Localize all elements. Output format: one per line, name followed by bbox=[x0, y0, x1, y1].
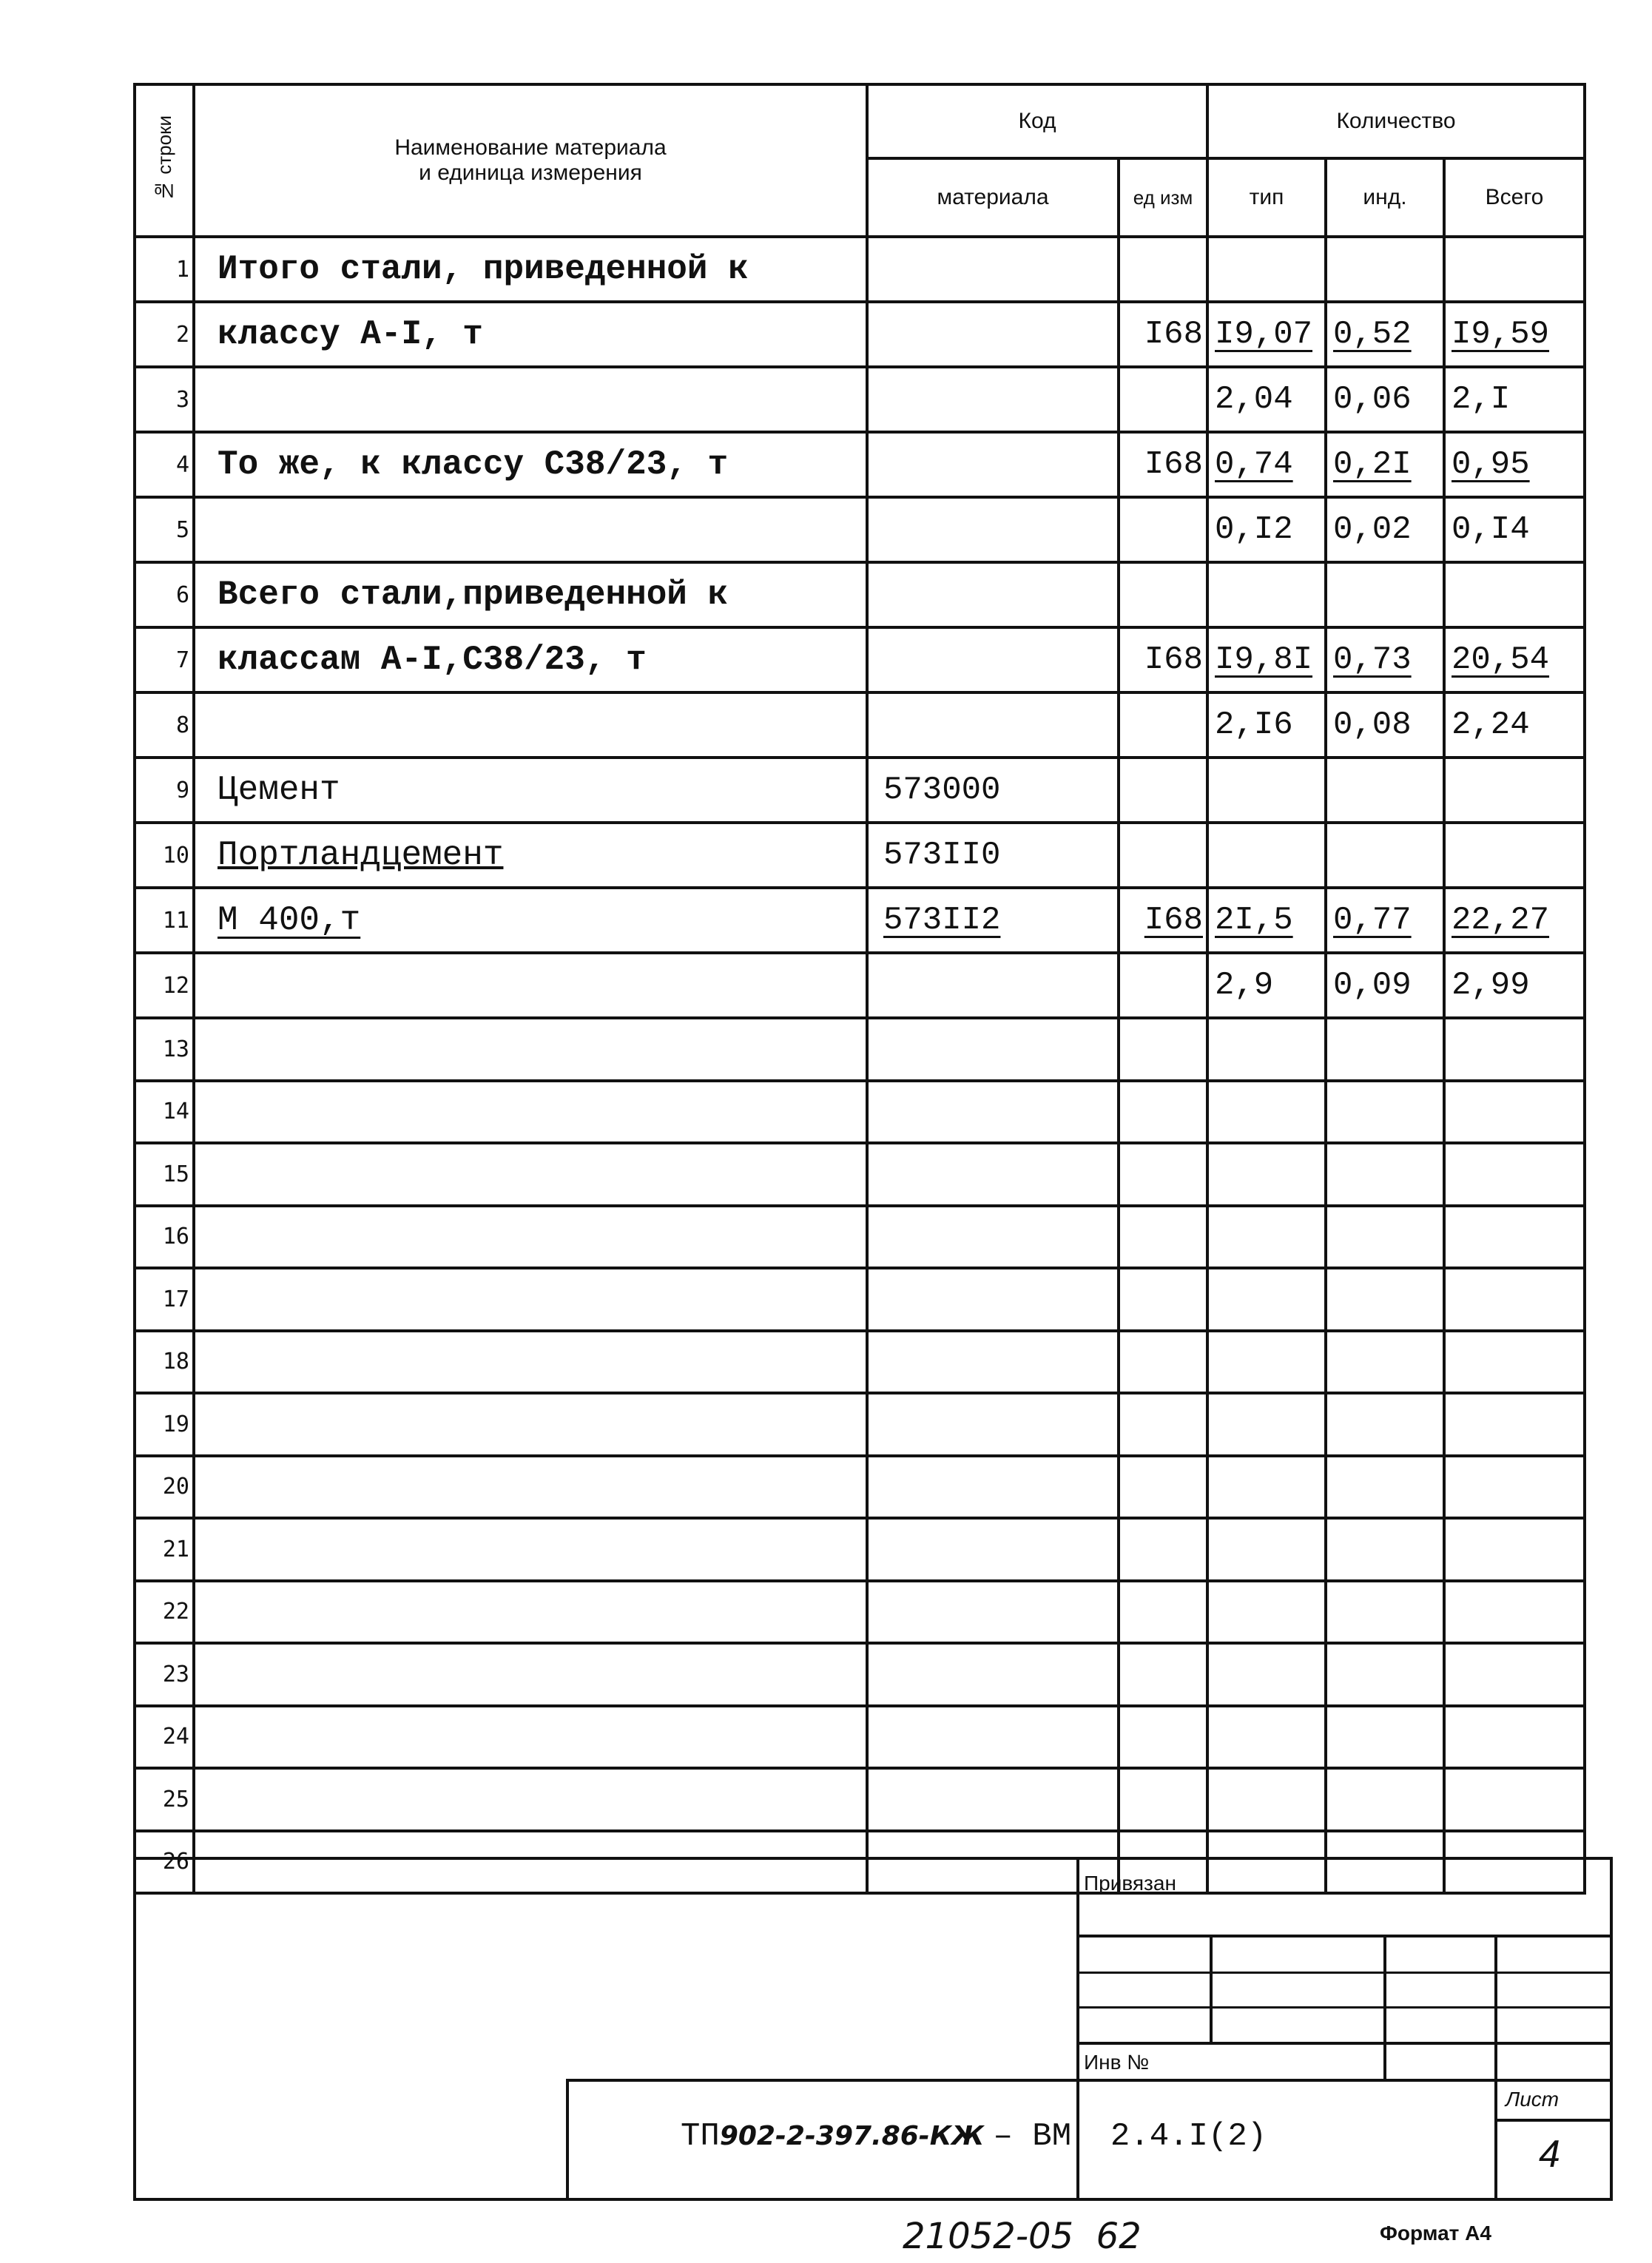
quantity-ind: 0,2I bbox=[1326, 432, 1444, 497]
unit-code bbox=[1119, 1268, 1207, 1331]
quantity-total: 2,24 bbox=[1444, 692, 1585, 758]
material-name: Портландцемент bbox=[194, 823, 867, 888]
row-number: 21 bbox=[135, 1518, 194, 1581]
material-name bbox=[194, 1268, 867, 1331]
material-code bbox=[867, 627, 1119, 692]
material-code bbox=[867, 1081, 1119, 1144]
table-row bbox=[135, 823, 1585, 888]
unit-code bbox=[1119, 562, 1207, 627]
unit-code: I68 bbox=[1119, 432, 1207, 497]
table-row bbox=[135, 1456, 1585, 1519]
quantity-typ: 0,I2 bbox=[1207, 497, 1326, 562]
material-name bbox=[194, 367, 867, 432]
row-number: 23 bbox=[135, 1643, 194, 1706]
row-number: 18 bbox=[135, 1331, 194, 1394]
sheet-number: 4 bbox=[1539, 2133, 1560, 2176]
row-number: 22 bbox=[135, 1581, 194, 1644]
table-row bbox=[135, 1081, 1585, 1144]
material-code bbox=[867, 1643, 1119, 1706]
quantity-total bbox=[1444, 1706, 1585, 1769]
quantity-ind bbox=[1326, 1768, 1444, 1831]
quantity-total bbox=[1444, 1768, 1585, 1831]
unit-code bbox=[1119, 1581, 1207, 1644]
table-row bbox=[135, 497, 1585, 562]
unit-code bbox=[1119, 1018, 1207, 1081]
quantity-ind bbox=[1326, 1018, 1444, 1081]
quantity-total bbox=[1444, 1456, 1585, 1519]
row-number: 12 bbox=[135, 953, 194, 1018]
sheet-label: Лист bbox=[1506, 2088, 1560, 2111]
quantity-typ bbox=[1207, 1143, 1326, 1206]
unit-code bbox=[1119, 1393, 1207, 1456]
quantity-typ bbox=[1207, 758, 1326, 823]
table-row bbox=[135, 302, 1585, 367]
table-row bbox=[135, 1643, 1585, 1706]
material-name bbox=[194, 1706, 867, 1769]
material-name: Всего стали,приведенной к bbox=[194, 562, 867, 627]
row-number: 2 bbox=[135, 302, 194, 367]
material-name bbox=[194, 1643, 867, 1706]
quantity-total: 20,54 bbox=[1444, 627, 1585, 692]
quantity-ind: 0,52 bbox=[1326, 302, 1444, 367]
quantity-total bbox=[1444, 823, 1585, 888]
material-code bbox=[867, 1518, 1119, 1581]
material-name bbox=[194, 1018, 867, 1081]
quantity-ind: 0,09 bbox=[1326, 953, 1444, 1018]
unit-code bbox=[1119, 758, 1207, 823]
row-number: 9 bbox=[135, 758, 194, 823]
unit-code: I68 bbox=[1119, 302, 1207, 367]
quantity-total bbox=[1444, 1206, 1585, 1269]
table-row bbox=[135, 627, 1585, 692]
ind-header: инд. bbox=[1326, 158, 1444, 237]
table-row bbox=[135, 1518, 1585, 1581]
quantity-ind bbox=[1326, 1081, 1444, 1144]
row-number: 10 bbox=[135, 823, 194, 888]
material-code: 573II0 bbox=[867, 823, 1119, 888]
unit-code bbox=[1119, 1143, 1207, 1206]
material-name bbox=[194, 1581, 867, 1644]
table-row bbox=[135, 1768, 1585, 1831]
quantity-typ: I9,07 bbox=[1207, 302, 1326, 367]
table-row bbox=[135, 562, 1585, 627]
material-name bbox=[194, 1393, 867, 1456]
material-name bbox=[194, 953, 867, 1018]
material-code bbox=[867, 1393, 1119, 1456]
unit-code bbox=[1119, 953, 1207, 1018]
unit-code bbox=[1119, 823, 1207, 888]
material-code bbox=[867, 432, 1119, 497]
unit-code bbox=[1119, 497, 1207, 562]
quantity-total bbox=[1444, 758, 1585, 823]
quantity-ind: 0,06 bbox=[1326, 367, 1444, 432]
row-number: 26 bbox=[135, 1831, 194, 1894]
material-name bbox=[194, 1518, 867, 1581]
quantity-typ bbox=[1207, 1643, 1326, 1706]
quantity-total: 0,I4 bbox=[1444, 497, 1585, 562]
material-name: Цемент bbox=[194, 758, 867, 823]
material-name bbox=[194, 1143, 867, 1206]
material-name: классам А-I,С38/23, т bbox=[194, 627, 867, 692]
document-sheet bbox=[133, 83, 1613, 2201]
row-number: 7 bbox=[135, 627, 194, 692]
material-code: 573000 bbox=[867, 758, 1119, 823]
row-number: 20 bbox=[135, 1456, 194, 1519]
row-number: 1 bbox=[135, 237, 194, 302]
row-number: 11 bbox=[135, 888, 194, 953]
quantity-typ bbox=[1207, 1331, 1326, 1394]
quantity-ind bbox=[1326, 1143, 1444, 1206]
unit-code bbox=[1119, 1706, 1207, 1769]
table-row bbox=[135, 758, 1585, 823]
quantity-typ bbox=[1207, 1706, 1326, 1769]
material-code bbox=[867, 1456, 1119, 1519]
quantity-total bbox=[1444, 1268, 1585, 1331]
quantity-ind bbox=[1326, 823, 1444, 888]
quantity-typ bbox=[1207, 1206, 1326, 1269]
unit-code bbox=[1119, 1456, 1207, 1519]
code-header: Код bbox=[867, 84, 1207, 158]
table-row bbox=[135, 1393, 1585, 1456]
material-code: 573II2 bbox=[867, 888, 1119, 953]
material-name bbox=[194, 692, 867, 758]
material-code bbox=[867, 1768, 1119, 1831]
quantity-typ bbox=[1207, 1518, 1326, 1581]
material-code bbox=[867, 1143, 1119, 1206]
row-number: 3 bbox=[135, 367, 194, 432]
quantity-typ bbox=[1207, 1393, 1326, 1456]
material-name: М 400,т bbox=[194, 888, 867, 953]
quantity-total bbox=[1444, 1143, 1585, 1206]
unit-code bbox=[1119, 1206, 1207, 1269]
quantity-typ: 0,74 bbox=[1207, 432, 1326, 497]
quantity-ind: 0,73 bbox=[1326, 627, 1444, 692]
row-number: 6 bbox=[135, 562, 194, 627]
row-number: 25 bbox=[135, 1768, 194, 1831]
quantity-total: 22,27 bbox=[1444, 888, 1585, 953]
handwritten-code: 21052-05 62 bbox=[903, 2216, 1142, 2257]
quantity-ind bbox=[1326, 1706, 1444, 1769]
table-row bbox=[135, 1581, 1585, 1644]
quantity-total: 0,95 bbox=[1444, 432, 1585, 497]
quantity-total bbox=[1444, 1581, 1585, 1644]
quantity-ind bbox=[1326, 1268, 1444, 1331]
quantity-typ bbox=[1207, 823, 1326, 888]
material-name bbox=[194, 1081, 867, 1144]
row-number: 4 bbox=[135, 432, 194, 497]
unit-code bbox=[1119, 1081, 1207, 1144]
material-code bbox=[867, 1018, 1119, 1081]
quantity-ind bbox=[1326, 562, 1444, 627]
row-number: 5 bbox=[135, 497, 194, 562]
quantity-total bbox=[1444, 1393, 1585, 1456]
quantity-typ bbox=[1207, 1456, 1326, 1519]
typ-header: тип bbox=[1207, 158, 1326, 237]
row-number: 8 bbox=[135, 692, 194, 758]
table-row bbox=[135, 237, 1585, 302]
unit-code bbox=[1119, 367, 1207, 432]
quantity-typ bbox=[1207, 1081, 1326, 1144]
material-code bbox=[867, 953, 1119, 1018]
inventory-label: Инв № bbox=[1084, 2051, 1150, 2074]
material-name: Итого стали, приведенной к bbox=[194, 237, 867, 302]
unit-code bbox=[1119, 1768, 1207, 1831]
material-name-header: Наименование материала и единица измерения bbox=[194, 84, 867, 237]
unit-code bbox=[1119, 1643, 1207, 1706]
materials-table bbox=[133, 83, 1586, 1895]
material-code bbox=[867, 562, 1119, 627]
unit-code bbox=[1119, 1331, 1207, 1394]
material-code bbox=[867, 1268, 1119, 1331]
quantity-typ: 2,9 bbox=[1207, 953, 1326, 1018]
material-code bbox=[867, 1331, 1119, 1394]
unit-code bbox=[1119, 1518, 1207, 1581]
table-row bbox=[135, 1018, 1585, 1081]
quantity-ind bbox=[1326, 1643, 1444, 1706]
material-name bbox=[194, 1331, 867, 1394]
material-name bbox=[194, 1206, 867, 1269]
quantity-ind bbox=[1326, 1581, 1444, 1644]
quantity-typ: 2,I6 bbox=[1207, 692, 1326, 758]
table-body bbox=[135, 237, 1585, 1893]
quantity-total: I9,59 bbox=[1444, 302, 1585, 367]
quantity-total bbox=[1444, 1018, 1585, 1081]
material-code bbox=[867, 1206, 1119, 1269]
quantity-typ bbox=[1207, 237, 1326, 302]
quantity-ind bbox=[1326, 758, 1444, 823]
quantity-total bbox=[1444, 562, 1585, 627]
unit-header: ед изм bbox=[1119, 158, 1207, 237]
quantity-ind: 0,08 bbox=[1326, 692, 1444, 758]
quantity-typ bbox=[1207, 1581, 1326, 1644]
unit-code: I68 bbox=[1119, 888, 1207, 953]
unit-code bbox=[1119, 237, 1207, 302]
material-name: То же, к классу С38/23, т bbox=[194, 432, 867, 497]
total-header: Всего bbox=[1444, 158, 1585, 237]
material-name bbox=[194, 1456, 867, 1519]
row-number: 19 bbox=[135, 1393, 194, 1456]
row-number-header: № строки bbox=[135, 84, 194, 237]
quantity-typ bbox=[1207, 1018, 1326, 1081]
quantity-typ: I9,8I bbox=[1207, 627, 1326, 692]
material-code bbox=[867, 302, 1119, 367]
quantity-total bbox=[1444, 1081, 1585, 1144]
quantity-typ bbox=[1207, 1268, 1326, 1331]
table-row bbox=[135, 432, 1585, 497]
row-number: 24 bbox=[135, 1706, 194, 1769]
quantity-ind bbox=[1326, 1206, 1444, 1269]
quantity-typ: 2I,5 bbox=[1207, 888, 1326, 953]
quantity-ind bbox=[1326, 237, 1444, 302]
material-name bbox=[194, 497, 867, 562]
row-number: 14 bbox=[135, 1081, 194, 1144]
quantity-header: Количество bbox=[1207, 84, 1585, 158]
row-number: 13 bbox=[135, 1018, 194, 1081]
table-row bbox=[135, 888, 1585, 953]
table-row bbox=[135, 1143, 1585, 1206]
quantity-total bbox=[1444, 237, 1585, 302]
quantity-typ bbox=[1207, 1768, 1326, 1831]
table-row bbox=[135, 1206, 1585, 1269]
table-row bbox=[135, 1331, 1585, 1394]
material-code bbox=[867, 1706, 1119, 1769]
bound-label: Привязан bbox=[1084, 1872, 1176, 1895]
unit-code: I68 bbox=[1119, 627, 1207, 692]
material-code bbox=[867, 367, 1119, 432]
quantity-typ: 2,04 bbox=[1207, 367, 1326, 432]
quantity-total bbox=[1444, 1643, 1585, 1706]
quantity-ind bbox=[1326, 1393, 1444, 1456]
row-number: 15 bbox=[135, 1143, 194, 1206]
material-code bbox=[867, 237, 1119, 302]
unit-code bbox=[1119, 692, 1207, 758]
quantity-total bbox=[1444, 1331, 1585, 1394]
table-row bbox=[135, 692, 1585, 758]
quantity-typ bbox=[1207, 562, 1326, 627]
format-label: Формат А4 bbox=[1380, 2222, 1491, 2245]
material-code-header: материала bbox=[867, 158, 1119, 237]
row-number: 17 bbox=[135, 1268, 194, 1331]
material-code bbox=[867, 692, 1119, 758]
material-code bbox=[867, 1581, 1119, 1644]
quantity-ind bbox=[1326, 1456, 1444, 1519]
quantity-ind: 0,02 bbox=[1326, 497, 1444, 562]
table-row bbox=[135, 1268, 1585, 1331]
quantity-total bbox=[1444, 1518, 1585, 1581]
document-designation: ТП902-2-397.86-КЖ – ВМ 2.4.I(2) bbox=[681, 2118, 1267, 2155]
material-code bbox=[867, 497, 1119, 562]
table-row bbox=[135, 1706, 1585, 1769]
table-row bbox=[135, 367, 1585, 432]
quantity-total: 2,99 bbox=[1444, 953, 1585, 1018]
quantity-ind: 0,77 bbox=[1326, 888, 1444, 953]
quantity-ind bbox=[1326, 1518, 1444, 1581]
row-number: 16 bbox=[135, 1206, 194, 1269]
material-name bbox=[194, 1768, 867, 1831]
material-name: классу А-I, т bbox=[194, 302, 867, 367]
quantity-total: 2,I bbox=[1444, 367, 1585, 432]
quantity-ind bbox=[1326, 1331, 1444, 1394]
table-row bbox=[135, 953, 1585, 1018]
